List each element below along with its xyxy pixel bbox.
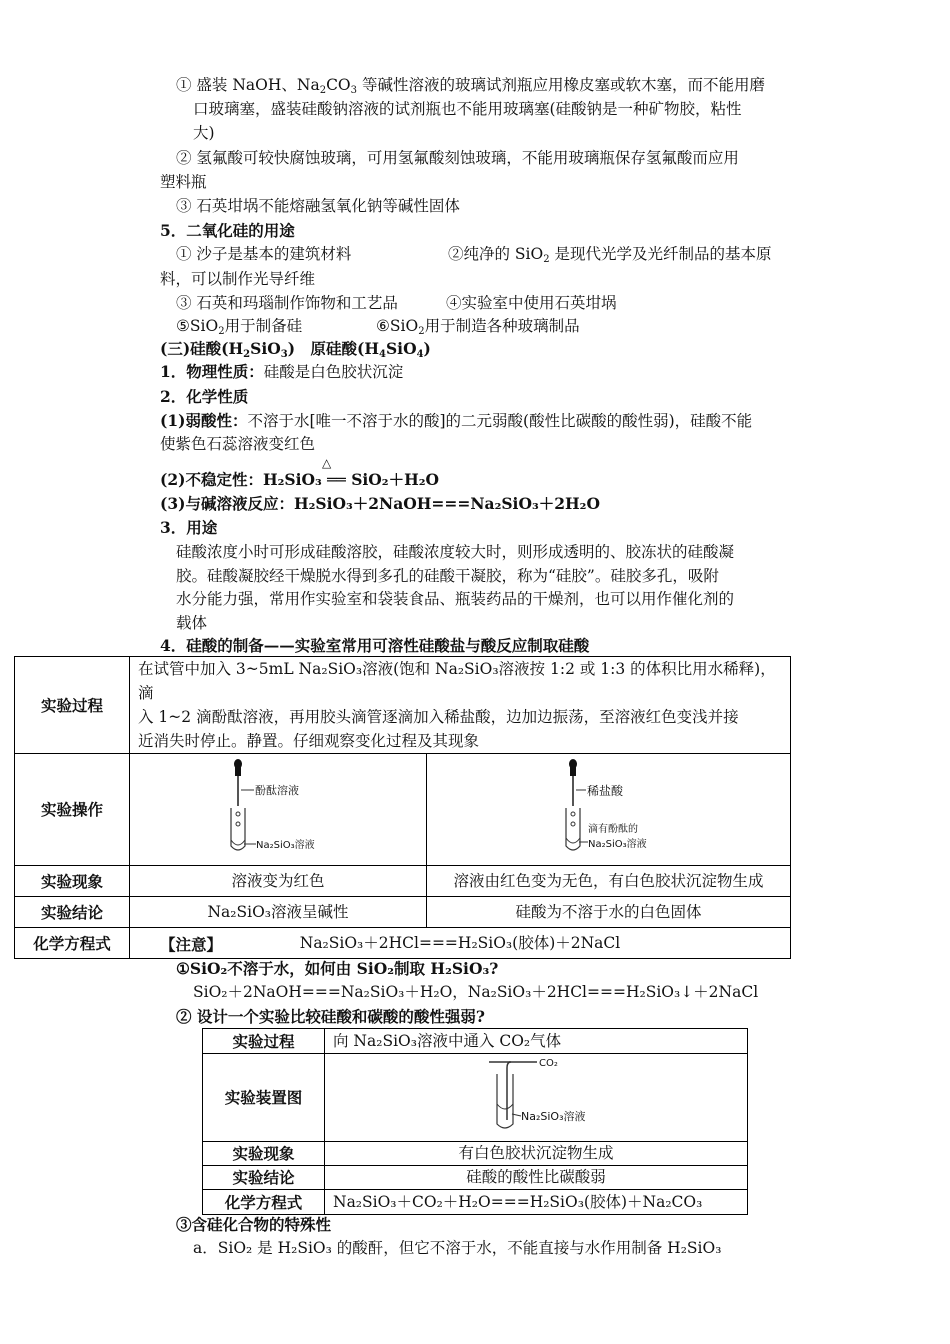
row-header: 化学方程式 bbox=[203, 1190, 325, 1215]
table-cell: 溶液变为红色 bbox=[130, 866, 427, 897]
test-tube-hcl-figure bbox=[428, 754, 790, 858]
text-line: 硅酸浓度小时可形成硅酸溶胶，硅酸浓度较大时，则形成透明的、胶冻状的硅酸凝 bbox=[176, 543, 735, 561]
svg-text:滴有酚酞的: 滴有酚酞的 bbox=[587, 824, 638, 835]
note-question: ①SiO₂不溶于水，如何由 SiO₂制取 H₂SiO₃? bbox=[176, 959, 499, 978]
text-line: 大) bbox=[193, 124, 215, 142]
text-line: 胶。硅酸凝胶经干燥脱水得到多孔的硅酸干凝胶，称为“硅胶”。硅胶多孔，吸附 bbox=[176, 567, 719, 585]
text-line: ⑥SiO$_2$用于制造各种玻璃制品 bbox=[376, 317, 580, 337]
figure-cell bbox=[325, 1054, 748, 1142]
row-header: 实验过程 bbox=[15, 657, 130, 754]
text-line: 料，可以制作光导纤维 bbox=[160, 270, 316, 288]
text-line: ② 氢氟酸可较快腐蚀玻璃，可用氢氟酸刻蚀玻璃，不能用玻璃瓶保存氢氟酸而应用 bbox=[176, 149, 739, 167]
svg-text:Na₂SiO₃溶液: Na₂SiO₃溶液 bbox=[256, 840, 315, 851]
text-line: ① 盛装 NaOH、$Na_2CO_3$ 等碱性溶液的玻璃试剂瓶应用橡皮塞或软木塞，而不能用磨 bbox=[176, 76, 765, 96]
figure-cell bbox=[427, 754, 791, 866]
table-cell: 向 Na₂SiO₃溶液中通入 CO₂气体 bbox=[325, 1029, 748, 1054]
section-heading: (三)硅酸$(H_2SiO_3)$ 原硅酸$(H_4SiO_4)$ bbox=[160, 339, 431, 360]
text-line: 1．物理性质：硅酸是白色胶状沉淀 bbox=[160, 362, 404, 381]
note-question: ② 设计一个实验比较硅酸和碳酸的酸性强弱? bbox=[176, 1007, 485, 1026]
svg-text:Na₂SiO₃溶液: Na₂SiO₃溶液 bbox=[587, 839, 647, 850]
table-cell: 有白色胶状沉淀物生成 bbox=[325, 1142, 748, 1166]
section-heading: 4．硅酸的制备——实验室常用可溶性硅酸盐与酸反应制取硅酸 bbox=[160, 636, 590, 655]
svg-text:稀盐酸: 稀盐酸 bbox=[586, 784, 623, 798]
text-line: 塑料瓶 bbox=[160, 173, 207, 191]
note-heading: 【注意】 bbox=[160, 935, 223, 954]
row-header: 实验结论 bbox=[15, 897, 130, 928]
text-line: 口玻璃塞，盛装硅酸钠溶液的试剂瓶也不能用玻璃塞(硅酸钠是一种矿物胶，粘性 bbox=[193, 100, 742, 118]
experiment-table-2 bbox=[202, 1028, 748, 1215]
row-header: 化学方程式 bbox=[15, 928, 130, 959]
test-tube-phenolphthalein-figure bbox=[130, 754, 426, 858]
co2-apparatus-figure bbox=[325, 1054, 745, 1134]
figure-cell bbox=[130, 754, 427, 866]
section-heading: 5．二氧化硅的用途 bbox=[160, 221, 295, 240]
text-line: ②纯净的 SiO$_2$ 是现代光学及光纤制品的基本原 bbox=[448, 245, 772, 265]
table-cell: 硅酸为不溶于水的白色固体 bbox=[427, 897, 791, 928]
text-line: ① 沙子是基本的建筑材料 bbox=[176, 245, 352, 263]
row-header: 实验过程 bbox=[203, 1029, 325, 1054]
text-line: 使紫色石蕊溶液变红色 bbox=[160, 435, 316, 453]
text-line: 载体 bbox=[176, 614, 208, 632]
row-header: 实验装置图 bbox=[203, 1054, 325, 1142]
row-header: 实验结论 bbox=[203, 1166, 325, 1190]
table-cell: Na₂SiO₃＋2HCl===H₂SiO₃(胶体)＋2NaCl bbox=[130, 928, 791, 959]
row-header: 实验现象 bbox=[15, 866, 130, 897]
experiment-table-1 bbox=[14, 656, 791, 959]
table-cell: 硅酸的酸性比碳酸弱 bbox=[325, 1166, 748, 1190]
text-line: (1)弱酸性：不溶于水[唯一不溶于水的酸]的二元弱酸(酸性比碳酸的酸性弱)，硅酸不能 bbox=[160, 411, 753, 430]
row-header: 实验操作 bbox=[15, 754, 130, 866]
section-heading: 2．化学性质 bbox=[160, 387, 249, 406]
row-header: 实验现象 bbox=[203, 1142, 325, 1166]
table-cell: Na₂SiO₃＋CO₂＋H₂O===H₂SiO₃(胶体)＋Na₂CO₃ bbox=[325, 1190, 748, 1215]
text-line: 水分能力强，常用作实验室和袋装食品、瓶装药品的干燥剂，也可以用作催化剂的 bbox=[176, 590, 735, 608]
text-line: a．SiO₂ 是 H₂SiO₃ 的酸酐，但它不溶于水，不能直接与水作用制备 H₂SiO₃ bbox=[193, 1239, 722, 1257]
text-line: ③ 石英坩埚不能熔融氢氧化钠等碱性固体 bbox=[176, 197, 460, 215]
svg-text:酚酞溶液: 酚酞溶液 bbox=[255, 784, 299, 797]
svg-text:Na₂SiO₃溶液: Na₂SiO₃溶液 bbox=[521, 1110, 586, 1123]
table-cell: Na₂SiO₃溶液呈碱性 bbox=[130, 897, 427, 928]
equation-line: SiO₂＋2NaOH===Na₂SiO₃＋H₂O，Na₂SiO₃＋2HCl===H₂SiO₃↓＋2NaCl bbox=[193, 983, 759, 1001]
note-question: ③含硅化合物的特殊性 bbox=[176, 1215, 332, 1234]
equation-line: (2)不稳定性：H₂SiO₃ ══ SiO₂＋H₂O bbox=[160, 470, 440, 489]
text-line: ③ 石英和玛瑙制作饰物和工艺品 bbox=[176, 294, 398, 312]
table-cell: 在试管中加入 3~5mL Na₂SiO₃溶液(饱和 Na₂SiO₃溶液按 1:2 或 1:3 的体积比用水稀释)，滴 入 1~2 滴酚酞溶液，再用胶头滴管逐滴加入稀盐酸，边加边振荡，至溶液红色变浅并接 近消失时停止。静置。仔细观察变化过程及其现象 bbox=[130, 657, 791, 754]
delta-symbol: △ bbox=[322, 456, 332, 470]
svg-text:CO₂: CO₂ bbox=[539, 1058, 558, 1069]
table-cell: 溶液由红色变为无色，有白色胶状沉淀物生成 bbox=[427, 866, 791, 897]
section-heading: 3．用途 bbox=[160, 518, 218, 537]
text-line: ⑤SiO$_2$用于制备硅 bbox=[176, 317, 303, 337]
text-line: ④实验室中使用石英坩埚 bbox=[446, 294, 617, 312]
equation-line: (3)与碱溶液反应：H₂SiO₃＋2NaOH===Na₂SiO₃＋2H₂O bbox=[160, 494, 600, 513]
